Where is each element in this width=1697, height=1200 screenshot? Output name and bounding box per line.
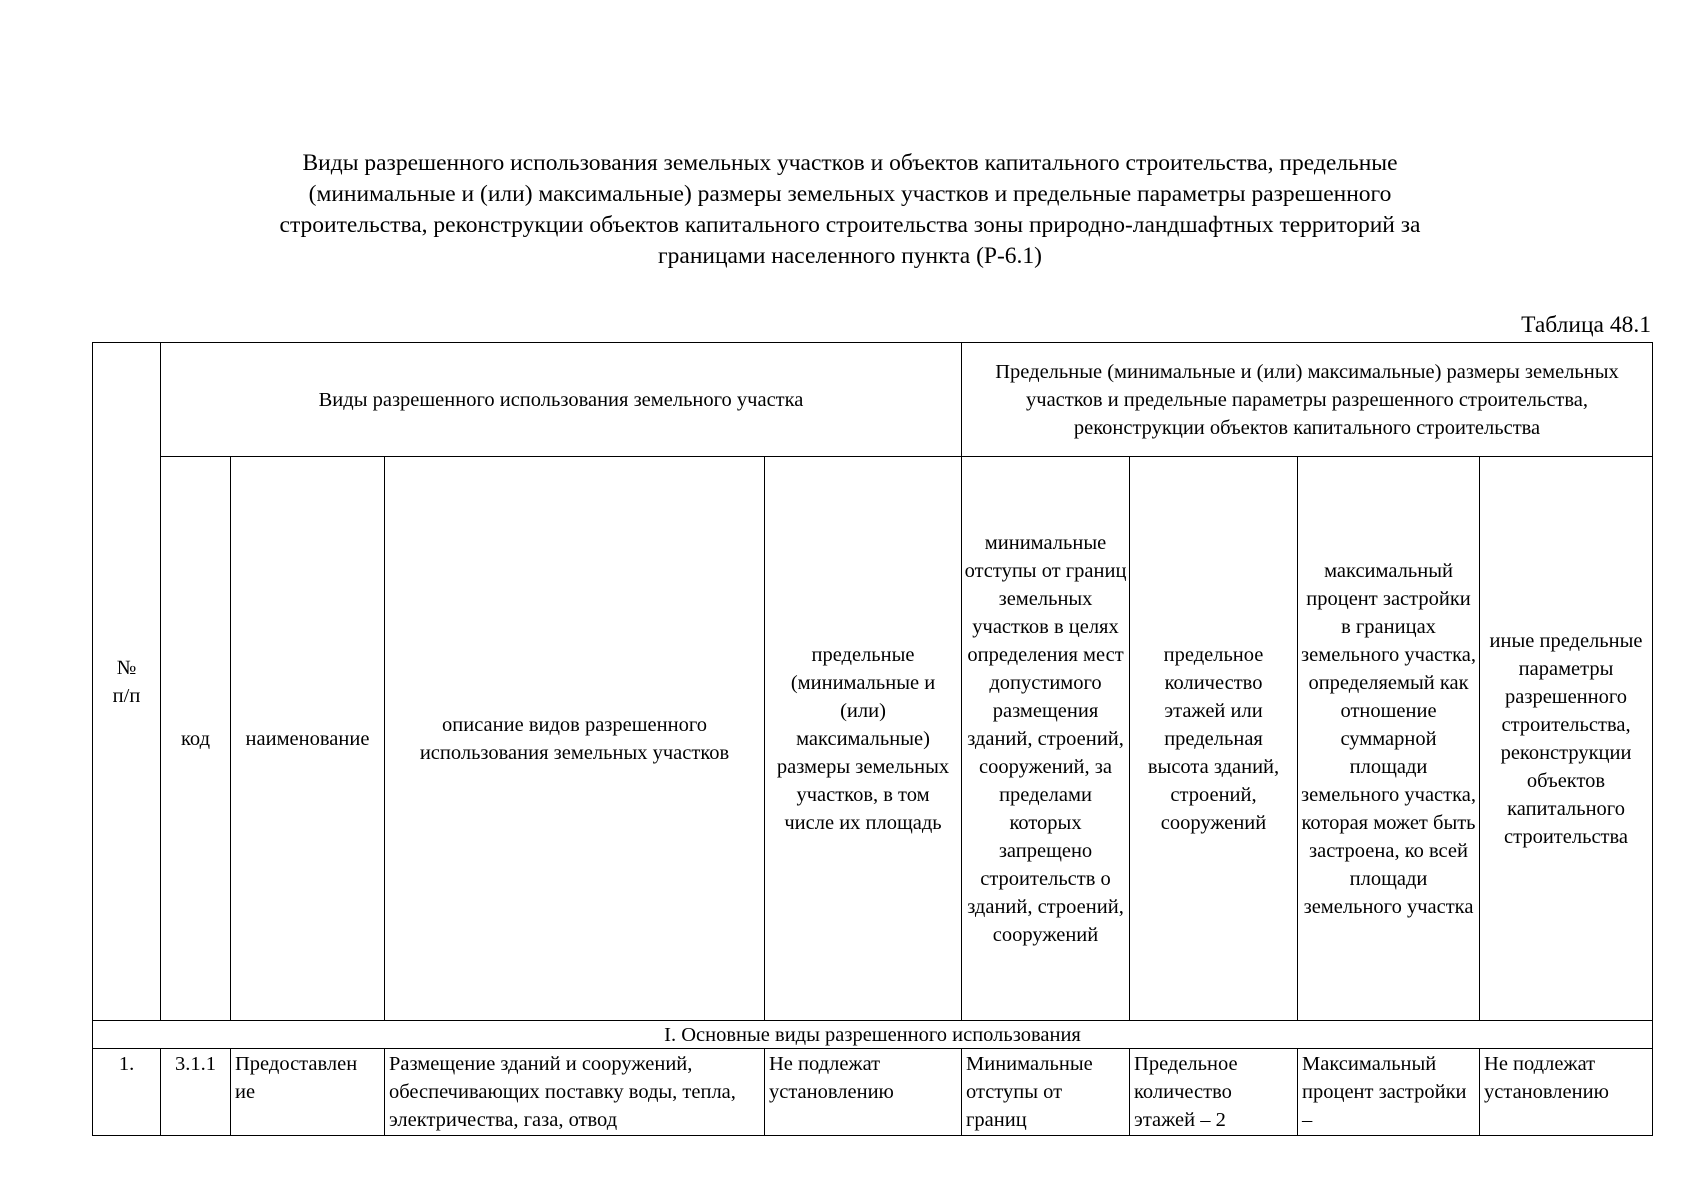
row-name: Предоставлен ие [231,1049,385,1136]
header-code: код [161,457,231,1021]
row-setbacks: Минимальные отступы от границ [962,1049,1130,1136]
row-other: Не подлежат установлению [1480,1049,1653,1136]
header-coverage: максимальный процент застройки в границах земельного участка, определяемый как отношение суммарной площади земельного участка, которая может быть застроена, ко всей площади земельного участка [1298,457,1480,1021]
row-plot-size: Не подлежат установлению [765,1049,962,1136]
section-title: I. Основные виды разрешенного использования [93,1021,1653,1049]
header-other: иные предельные параметры разрешенного строительства, реконструкции объектов капитального строительства [1480,457,1653,1021]
title-line: (минимальные и (или) максимальные) размеры земельных участков и предельные параметры разрешенного [308,181,1392,207]
header-name: наименование [231,457,385,1021]
header-floors: предельное количество этажей или предельная высота зданий, строений, сооружений [1130,457,1298,1021]
document-title [150,148,1550,272]
table-label: Таблица 48.1 [1521,312,1651,338]
row-num: 1. [93,1049,161,1136]
row-description: Размещение зданий и сооружений, обеспечивающих поставку воды, тепла, электричества, газа, отвод [385,1049,765,1136]
zoning-table [92,342,1653,1136]
header-group-uses: Виды разрешенного использования земельного участка [161,343,962,457]
row-coverage: Максимальный процент застройки – [1298,1049,1480,1136]
row-floors: Предельное количество этажей – 2 [1130,1049,1298,1136]
title-line: строительства, реконструкции объектов капитального строительства зоны природно-ландшафтных территорий за [279,212,1421,238]
header-num: № п/п [93,343,161,1021]
row-code: 3.1.1 [161,1049,231,1136]
title-line: Виды разрешенного использования земельных участков и объектов капитального строительства, предельные [302,150,1398,176]
header-group-params: Предельные (минимальные и (или) максимальные) размеры земельных участков и предельные параметры разрешенного строительства, реконструкции объектов капитального строительства [962,343,1653,457]
header-plot-size: предельные (минимальные и (или) максимальные) размеры земельных участков, в том числе их площадь [765,457,962,1021]
header-description: описание видов разрешенного использования земельных участков [385,457,765,1021]
header-setbacks: минимальные отступы от границ земельных участков в целях определения мест допустимого размещения зданий, строений, сооружений, за пределами которых запрещено строительств о зданий, строений, сооружений [962,457,1130,1021]
title-line: границами населенного пункта (Р-6.1) [658,243,1042,269]
